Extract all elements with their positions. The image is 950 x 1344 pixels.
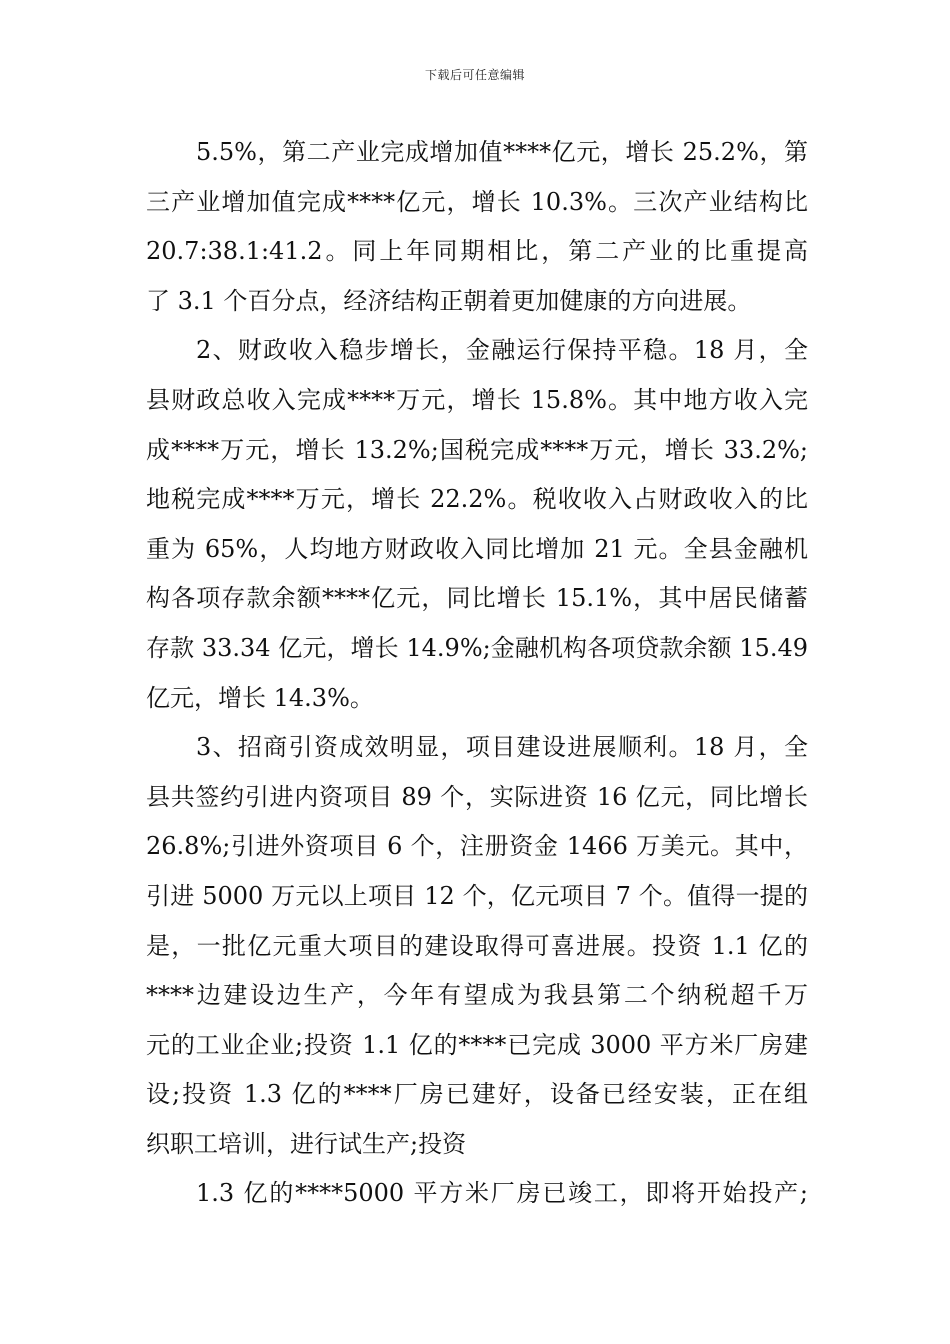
text-line: 县共签约引进内资项目 89 个，实际进资 16 亿元，同比增长	[146, 782, 808, 811]
text-line: 亿元，增长 14.3%。	[146, 683, 374, 712]
text-line: 元的工业企业;投资 1.1 亿的****已完成 3000 平方米厂房建	[146, 1030, 808, 1059]
text-line: 了 3.1 个百分点，经济结构正朝着更加健康的方向进展。	[146, 286, 752, 315]
text-line: 1.3 亿的****5000 平方米厂房已竣工，即将开始投产;	[196, 1179, 808, 1208]
text-line: 20.7:38.1:41.2。同上年同期相比，第二产业的比重提高	[146, 237, 808, 266]
text-line: 三产业增加值完成****亿元，增长 10.3%。三次产业结构比	[146, 187, 808, 216]
document-body	[146, 128, 808, 1219]
text-line: 是，一批亿元重大项目的建设取得可喜进展。投资 1.1 亿的	[146, 931, 808, 960]
page-header: 下载后可任意编辑	[424, 68, 525, 82]
text-line: 2、财政收入稳步增长，金融运行保持平稳。18 月，全	[196, 336, 808, 365]
text-line: 成****万元，增长 13.2%;国税完成****万元，增长 33.2%;	[146, 435, 808, 464]
text-line: 5.5%，第二产业完成增加值****亿元，增长 25.2%，第	[196, 138, 808, 166]
text-line: 引进 5000 万元以上项目 12 个，亿元项目 7 个。值得一提的	[146, 881, 808, 910]
text-line: 地税完成****万元，增长 22.2%。税收收入占财政收入的比	[146, 485, 808, 514]
text-line: 设;投资 1.3 亿的****厂房已建好，设备已经安装，正在组	[146, 1080, 808, 1109]
text-line: 存款 33.34 亿元，增长 14.9%;金融机构各项贷款余额 15.49	[146, 633, 808, 662]
text-line: 重为 65%，人均地方财政收入同比增加 21 元。全县金融机	[146, 534, 808, 563]
text-line: 织职工培训，进行试生产;投资	[146, 1129, 467, 1158]
text-line: ****边建设边生产，今年有望成为我县第二个纳税超千万	[146, 981, 808, 1010]
text-line: 县财政总收入完成****万元，增长 15.8%。其中地方收入完	[146, 385, 808, 414]
text-line: 26.8%;引进外资项目 6 个，注册资金 1466 万美元。其中，	[146, 832, 808, 861]
text-line: 构各项存款余额****亿元，同比增长 15.1%，其中居民储蓄	[146, 584, 808, 613]
text-line: 3、招商引资成效明显，项目建设进展顺利。18 月，全	[196, 733, 808, 762]
